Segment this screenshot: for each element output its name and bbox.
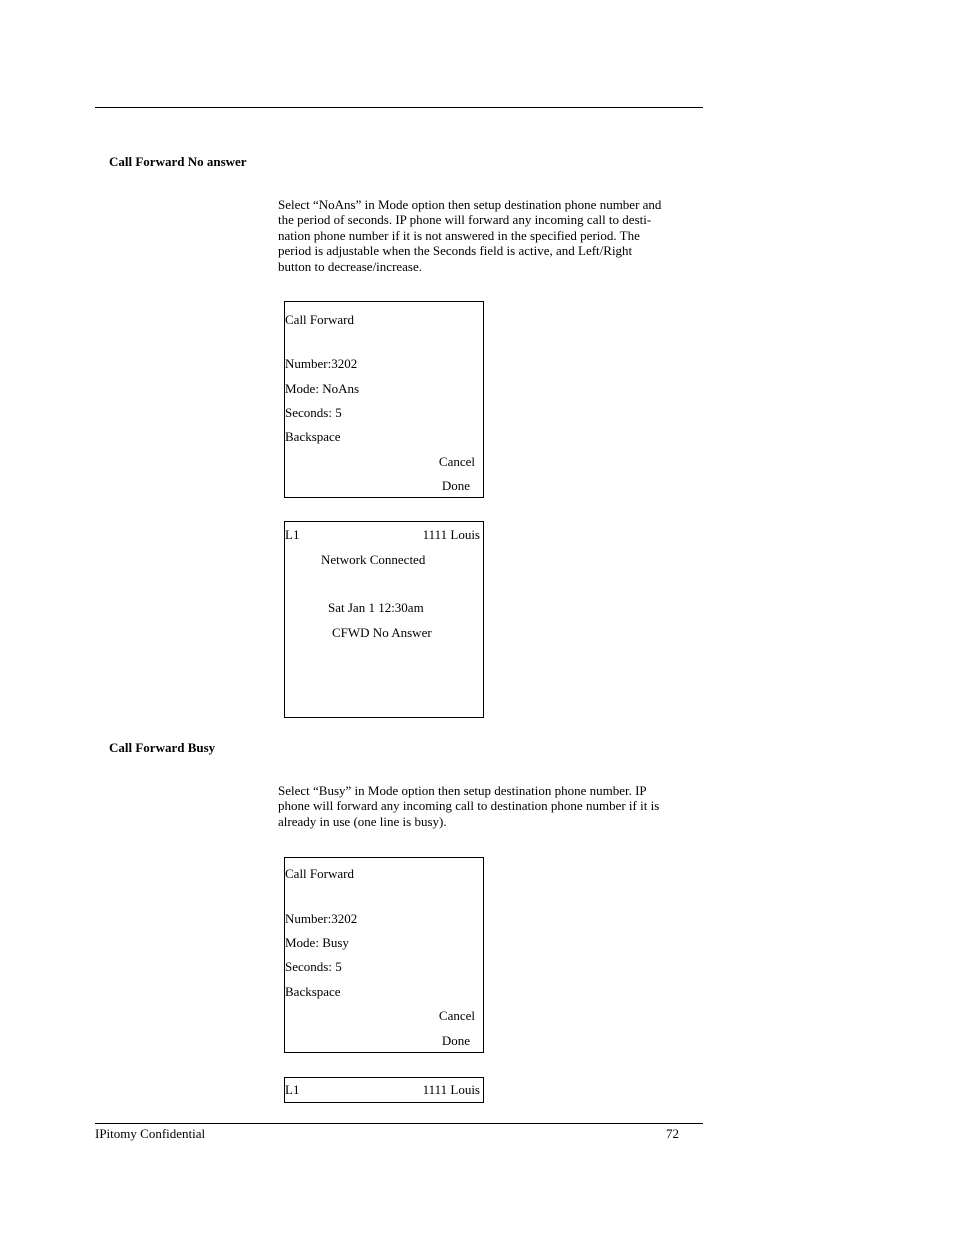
- screen-title: Call Forward: [285, 866, 354, 881]
- phone-screen-call-forward-noans: [284, 301, 484, 498]
- paragraph-line: already in use (one line is busy).: [278, 813, 447, 829]
- top-rule: [95, 107, 703, 108]
- phone-screen-idle-cfwd-noanswer: [284, 521, 484, 718]
- paragraph-line: Select “NoAns” in Mode option then setup destination phone number and: [278, 197, 662, 212]
- done-softkey: Done: [441, 1033, 470, 1048]
- paragraph-line: nation phone number if it is not answered in the specified period. The: [278, 227, 640, 243]
- user-label: 1111 Louis: [422, 527, 480, 542]
- cfwd-status: CFWD No Answer: [332, 625, 432, 640]
- footer-rule: [95, 1123, 703, 1124]
- screen-title: Call Forward: [285, 312, 354, 327]
- paragraph-busy: [278, 783, 678, 829]
- cancel-softkey: Cancel: [438, 454, 475, 469]
- line-indicator: L1: [285, 1082, 300, 1097]
- seconds-field: Seconds: 5: [285, 959, 342, 974]
- paragraph-no-answer: [278, 197, 678, 274]
- section-heading-busy: Call Forward Busy: [109, 740, 216, 755]
- phone-screen-call-forward-busy: [284, 857, 484, 1053]
- seconds-field: Seconds: 5: [285, 405, 342, 420]
- page-number: 72: [666, 1126, 679, 1141]
- line-indicator: L1: [285, 527, 300, 542]
- section-heading-no-answer: Call Forward No answer: [109, 154, 247, 169]
- date-time: Sat Jan 1 12:30am: [328, 600, 424, 615]
- backspace-softkey: Backspace: [285, 429, 341, 444]
- network-status: Network Connected: [321, 552, 426, 567]
- cancel-softkey: Cancel: [438, 1008, 475, 1023]
- paragraph-line: Select “Busy” in Mode option then setup destination phone number. IP: [278, 783, 647, 798]
- backspace-softkey: Backspace: [285, 984, 341, 999]
- phone-screen-idle-busy: [284, 1077, 484, 1103]
- number-field: Number:3202: [285, 356, 358, 371]
- footer-confidential: IPitomy Confidential: [95, 1126, 206, 1141]
- user-label: 1111 Louis: [422, 1082, 480, 1097]
- paragraph-line: the period of seconds. IP phone will forward any incoming call to desti-: [278, 212, 652, 228]
- paragraph-line: period is adjustable when the Seconds field is active, and Left/Right: [278, 243, 633, 259]
- mode-field: Mode: Busy: [285, 935, 349, 950]
- paragraph-line: phone will forward any incoming call to destination phone number if it is: [278, 798, 660, 814]
- paragraph-line: button to decrease/increase.: [278, 258, 423, 274]
- mode-field: Mode: NoAns: [285, 381, 360, 396]
- number-field: Number:3202: [285, 911, 358, 926]
- done-softkey: Done: [441, 478, 470, 493]
